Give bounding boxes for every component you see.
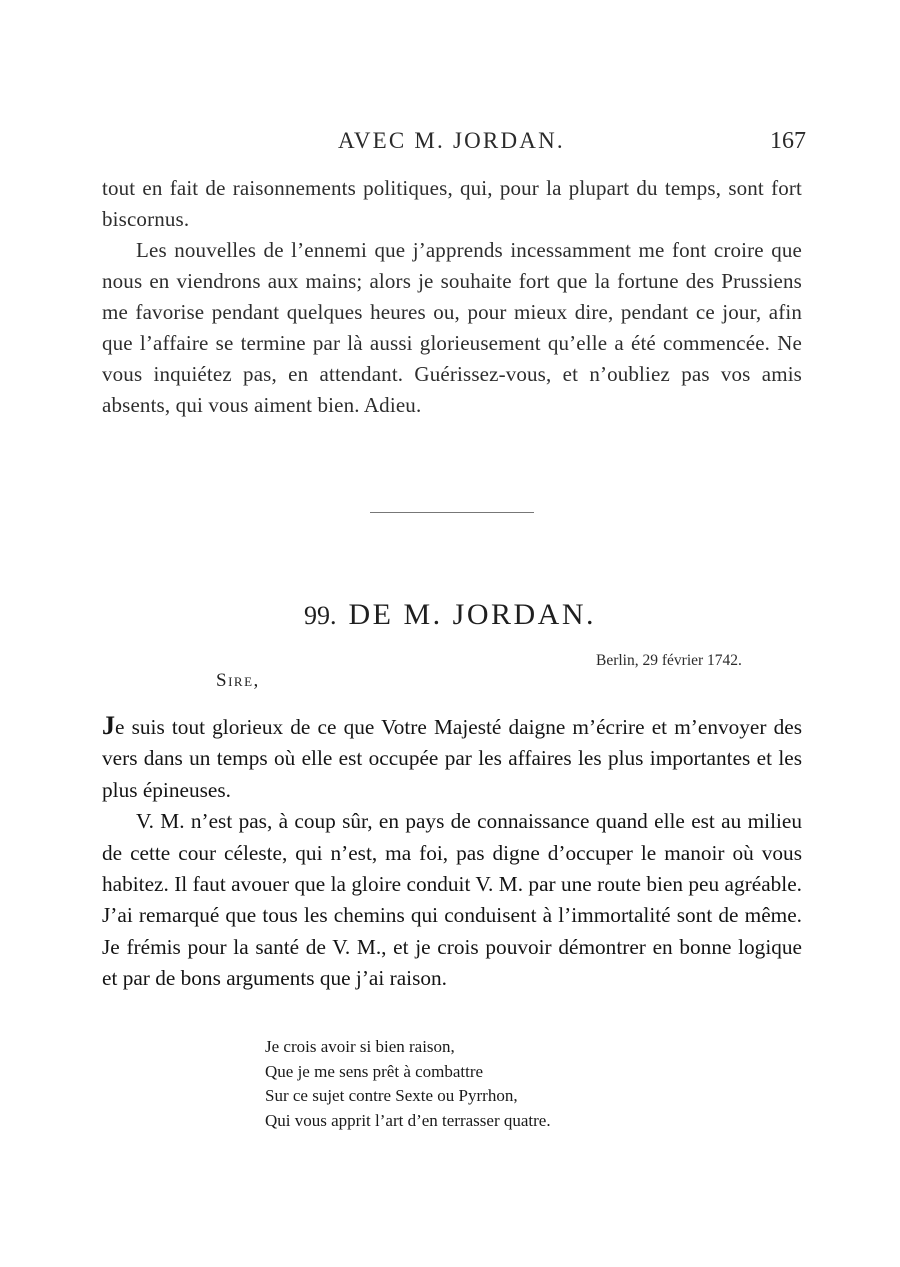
continuation-paragraph-1: tout en fait de raisonnements politiques, qui, pour la plupart du temps, sont fort biscornus. [102,176,802,231]
letter-number: 99. [303,601,337,630]
letter-paragraph-1 [102,710,802,806]
continuation-paragraph-2: Les nouvelles de l’ennemi que j’apprends incessamment me font croire que nous en viendrons aux mains; alors je souhaite fort que la fortune des Prussiens me favorise pendant quelques heures ou, pour mieux dire, pendant ce jour, afin que l’affaire se termine par là aussi glorieusement qu’elle a été commencée. Ne vous inquiétez pas, en attendant. Guérissez-vous, et n’oubliez pas vos amis absents, qui vous aiment bien. Adieu. [102,238,802,417]
verse-line-3: Sur ce sujet contre Sexte ou Pyrrhon, [265,1086,518,1106]
verse-line-4: Qui vous apprit l’art d’en terrasser quatre. [265,1111,551,1131]
dropcap-letter: J [102,711,115,740]
letter-dateline: Berlin, 29 février 1742. [596,652,742,669]
running-head [0,128,900,162]
letter-salutation: Sire, [216,670,260,691]
letter-body [102,710,802,995]
letter-paragraph-2: V. M. n’est pas, à coup sûr, en pays de connaissance quand elle est au milieu de cette cour céleste, qui n’est, ma foi, pas digne d’occuper le manoir où vous habitez. Il faut avouer que la gloire conduit V. M. par une route bien peu agréable. J’ai remarqué que tous les chemins qui conduisent à l’immortalité sont de même. Je frémis pour la santé de V. M., et je crois pouvoir démontrer en bonne logique et par de bons arguments que j’ai raison. [102,809,802,991]
section-separator [370,512,534,513]
letter-paragraph-1-text: e suis tout glorieux de ce que Votre Majesté daigne m’écrire et m’envoyer des vers dans un temps où elle est occupée par les affaires les plus importantes et les plus épineuses. [102,715,802,802]
page-number: 167 [770,128,806,154]
continuation-text [102,173,802,421]
letter-heading [0,598,900,632]
letter-title: DE M. JORDAN. [348,598,596,631]
verse-line-1: Je crois avoir si bien raison, [265,1037,455,1056]
verse-stanza [265,1035,551,1134]
running-title: AVEC M. JORDAN. [338,128,565,153]
verse-line-2: Que je me sens prêt à combattre [265,1061,484,1081]
